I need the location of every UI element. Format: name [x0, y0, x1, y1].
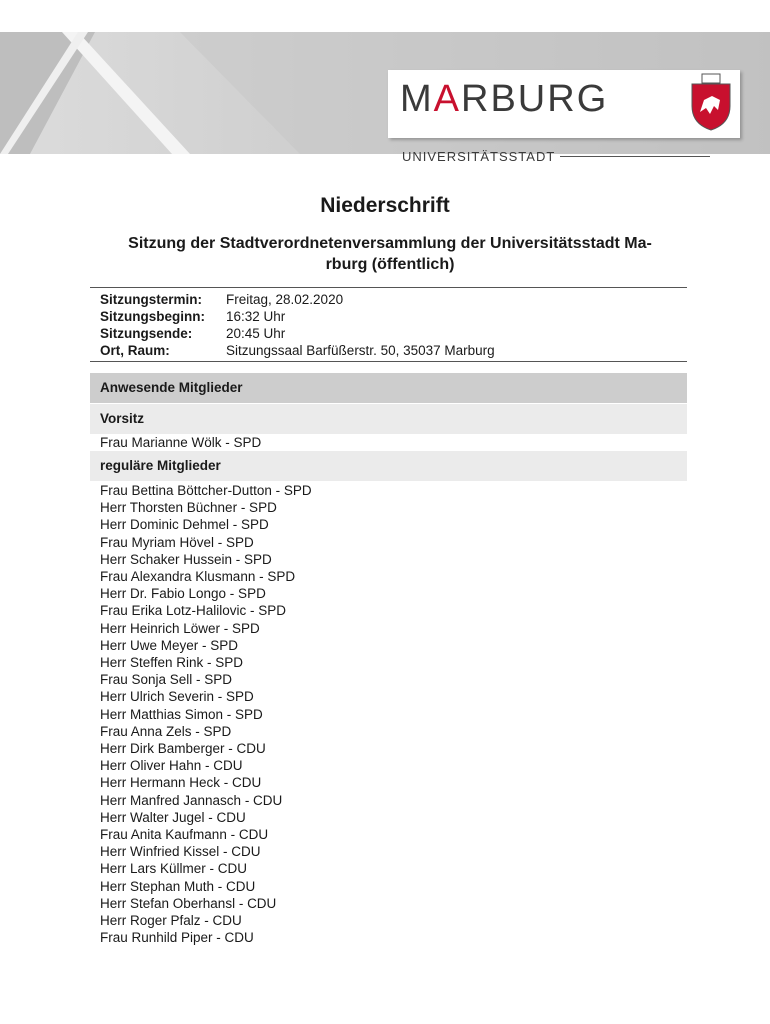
meta-value: Sitzungssaal Barfüßerstr. 50, 35037 Marburg — [226, 343, 495, 358]
list-item: Herr Manfred Jannasch - CDU — [100, 792, 283, 808]
list-item: Frau Anna Zels - SPD — [100, 723, 232, 739]
section-header-attendees: Anwesende Mitglieder — [90, 373, 687, 403]
meta-value: Freitag, 28.02.2020 — [226, 292, 344, 307]
list-item: Herr Matthias Simon - SPD — [100, 706, 263, 722]
subsection-header-members: reguläre Mitglieder — [90, 451, 687, 481]
list-item: Frau Bettina Böttcher-Dutton - SPD — [100, 483, 312, 498]
list-item: Herr Lars Küllmer - CDU — [100, 861, 248, 877]
subsection-header-chair: Vorsitz — [90, 404, 687, 434]
document-title: Niederschrift — [320, 194, 450, 217]
list-item: Herr Steffen Rink - SPD — [100, 655, 244, 671]
list-item: Herr Stefan Oberhansl - CDU — [100, 895, 277, 911]
meta-row-location — [90, 342, 687, 359]
list-item: Herr Uwe Meyer - SPD — [100, 637, 239, 653]
list-item: Herr Ulrich Severin - SPD — [100, 689, 254, 705]
header-banner — [0, 32, 770, 164]
meta-value: 16:32 Uhr — [226, 309, 286, 324]
meta-row-date — [90, 291, 687, 308]
logo-subtitle: UNIVERSITÄTSSTADT — [402, 149, 556, 164]
city-logo — [388, 70, 740, 164]
logo-wordmark: MARBURG — [400, 78, 609, 120]
list-item: Herr Oliver Hahn - CDU — [100, 758, 243, 774]
list-item: Herr Dominic Dehmel - SPD — [100, 517, 269, 533]
list-item: Herr Dirk Bamberger - CDU — [100, 741, 266, 757]
list-item: Frau Sonja Sell - SPD — [100, 672, 233, 688]
list-item: Herr Schaker Hussein - SPD — [100, 551, 272, 567]
session-meta-table — [90, 287, 687, 362]
list-item: Frau Runhild Piper - CDU — [100, 930, 254, 946]
list-item: Frau Erika Lotz-Halilovic - SPD — [100, 603, 287, 619]
meta-label: Sitzungstermin: — [100, 292, 203, 307]
coat-of-arms-icon — [688, 72, 734, 132]
list-item: Herr Roger Pfalz - CDU — [100, 913, 242, 929]
meta-label: Ort, Raum: — [100, 343, 170, 358]
list-item: Herr Hermann Heck - CDU — [100, 775, 262, 791]
chair-list — [100, 434, 261, 451]
list-item: Herr Stephan Muth - CDU — [100, 878, 256, 894]
list-item: Herr Thorsten Büchner - SPD — [100, 500, 277, 516]
meta-label: Sitzungsbeginn: — [100, 309, 205, 324]
list-item: Herr Heinrich Löwer - SPD — [100, 620, 260, 636]
list-item: Frau Marianne Wölk - SPD — [100, 435, 262, 450]
subtitle-line-2: rburg (öffentlich) — [325, 256, 455, 273]
list-item: Frau Alexandra Klusmann - SPD — [100, 569, 296, 585]
members-list — [100, 482, 312, 946]
document-subtitle — [90, 233, 690, 275]
meta-value: 20:45 Uhr — [226, 326, 286, 341]
meta-label: Sitzungsende: — [100, 326, 193, 341]
subtitle-line-1: Sitzung der Stadtverordnetenversammlung der Universitätsstadt Ma- — [128, 235, 652, 252]
list-item: Herr Walter Jugel - CDU — [100, 809, 246, 825]
list-item: Herr Winfried Kissel - CDU — [100, 844, 261, 860]
list-item: Frau Myriam Hövel - SPD — [100, 534, 254, 550]
meta-row-start — [90, 308, 687, 325]
list-item: Frau Anita Kaufmann - CDU — [100, 827, 269, 843]
meta-row-end — [90, 325, 687, 342]
logo-divider — [560, 156, 710, 157]
list-item: Herr Dr. Fabio Longo - SPD — [100, 586, 266, 602]
